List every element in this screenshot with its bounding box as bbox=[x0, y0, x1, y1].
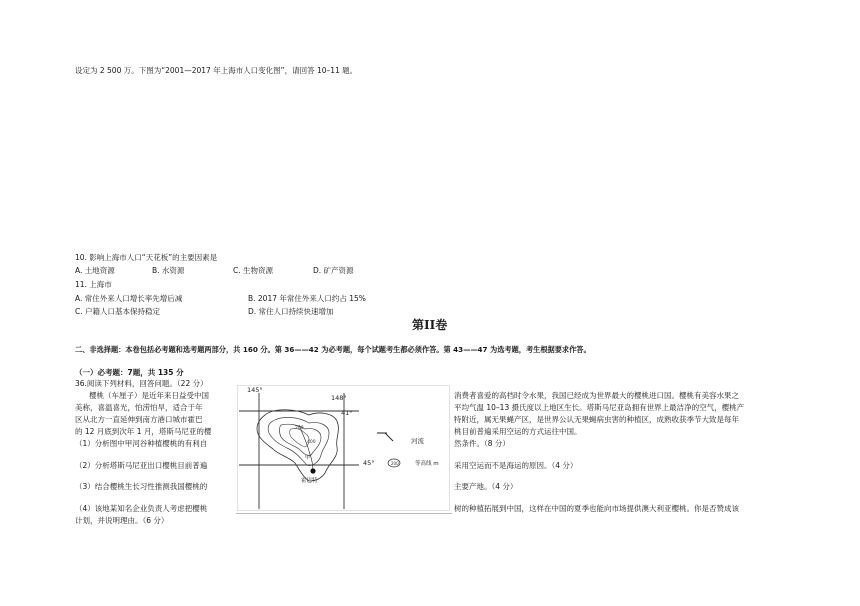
q36-sub3-left: （3）结合樱桃生长习性推测我国樱桃的 bbox=[75, 482, 208, 491]
q36-left-line: 的 12 月底到次年 1 月，塔斯马尼亚的樱 bbox=[75, 427, 212, 436]
required-heading: （一）必考题：7题，共 135 分 bbox=[75, 368, 184, 377]
q36-right-line: 特附近，属无果蝇产区，是世界公认无果蝇病虫害的种植区，成熟收获季节大致是每年 bbox=[454, 415, 739, 424]
section-heading: 二、非选择题：本卷包括必考题和选考题两部分，共 160 分。第 36——42 为必考题，每个试题考生都必须作答。第 43——47 为选考题，考生根据要求作答。 bbox=[75, 345, 591, 354]
q36-sub4-left: （4）该地某知名企业负责人考虑把樱桃 bbox=[75, 504, 208, 513]
q36-sub1-left: （1）分析图中甲河谷种植樱桃的有利自 bbox=[75, 439, 208, 448]
q36-sub4-last: 计划，并说明理由。（6 分） bbox=[75, 516, 169, 525]
contour-label-400: 400 bbox=[307, 440, 316, 445]
map-lat-top: 41° bbox=[341, 409, 353, 417]
q36-right-line: 消费者喜爱的高档时令水果，我国已经成为世界最大的樱桃进口国。樱桃有美容水果之 bbox=[454, 391, 739, 400]
q36-sub1-right: 然条件。（8 分） bbox=[454, 439, 510, 448]
map-lon-right: 148° bbox=[331, 394, 347, 402]
legend-contour-label: 等高线 m bbox=[415, 461, 439, 467]
city-label: 霍巴特 bbox=[301, 478, 318, 484]
q36-left-line: 樱桃（车厘子）是近年来日益受中国 bbox=[89, 391, 209, 400]
map-lon-left: 145° bbox=[247, 386, 263, 394]
q36-sub3-right: 主要产地。（4 分） bbox=[454, 482, 518, 491]
valley-label: 甲 bbox=[305, 455, 311, 461]
part2-title: 第II卷 bbox=[412, 318, 448, 332]
q10-option-a: A. 土地资源 bbox=[75, 266, 115, 275]
legend-river-label: 河流 bbox=[411, 437, 424, 445]
q10-option-b: B. 水资源 bbox=[152, 266, 185, 275]
tasmania-map bbox=[237, 385, 450, 511]
q10-option-c: C. 生物资源 bbox=[233, 266, 274, 275]
q10-option-d: D. 矿产资源 bbox=[313, 266, 354, 275]
contour-label-200: 200 bbox=[295, 426, 304, 431]
q36-sub4-right: 树的种植拓展到中国，这样在中国的夏季也能向市场提供澳大利亚樱桃。你是否赞成该 bbox=[454, 504, 739, 513]
city-marker-icon bbox=[310, 468, 315, 473]
q36-right-line: 平均气温 10–13 摄氏度以上地区生长。塔斯马尼亚岛拥有世界上最洁净的空气，樱桃产 bbox=[454, 403, 745, 412]
q36-sub2-right: 采用空运而不是海运的原因。（4 分） bbox=[454, 461, 578, 470]
q11-option-c: C. 户籍人口基本保持稳定 bbox=[75, 307, 161, 316]
q11-option-d: D. 常住人口持续快速增加 bbox=[248, 307, 334, 316]
q36-stem: 36.阅读下列材料，回答问题。（22 分） bbox=[75, 379, 208, 388]
q36-right-line: 桃目前普遍采用空运的方式运往中国。 bbox=[454, 427, 582, 436]
q36-left-line: 区从北方一直延伸到南方港口城市霍巴 bbox=[75, 415, 203, 424]
map-lat-bottom: 45° bbox=[363, 459, 375, 467]
q10-stem: 10. 影响上海市人口“天花板”的主要因素是 bbox=[75, 253, 218, 262]
q11-option-a: A. 常住外来人口增长率先增后减 bbox=[75, 294, 183, 303]
q11-option-b: B. 2017 年常住外来人口约占 15% bbox=[248, 294, 366, 303]
q36-sub2-left: （2）分析塔斯马尼亚出口樱桃目前普遍 bbox=[75, 461, 208, 470]
intro-line: 设定为 2 500 万。下图为“2001—2017 年上海市人口变化图”，请回答 10–11 题。 bbox=[75, 66, 358, 75]
map-bottom-rule bbox=[236, 513, 452, 514]
q36-left-line: 美称，喜温喜光，怕涝怕旱，适合于年 bbox=[75, 403, 203, 412]
legend-contour-value: 200 bbox=[391, 461, 399, 466]
q11-stem: 11. 上海市 bbox=[75, 280, 112, 289]
